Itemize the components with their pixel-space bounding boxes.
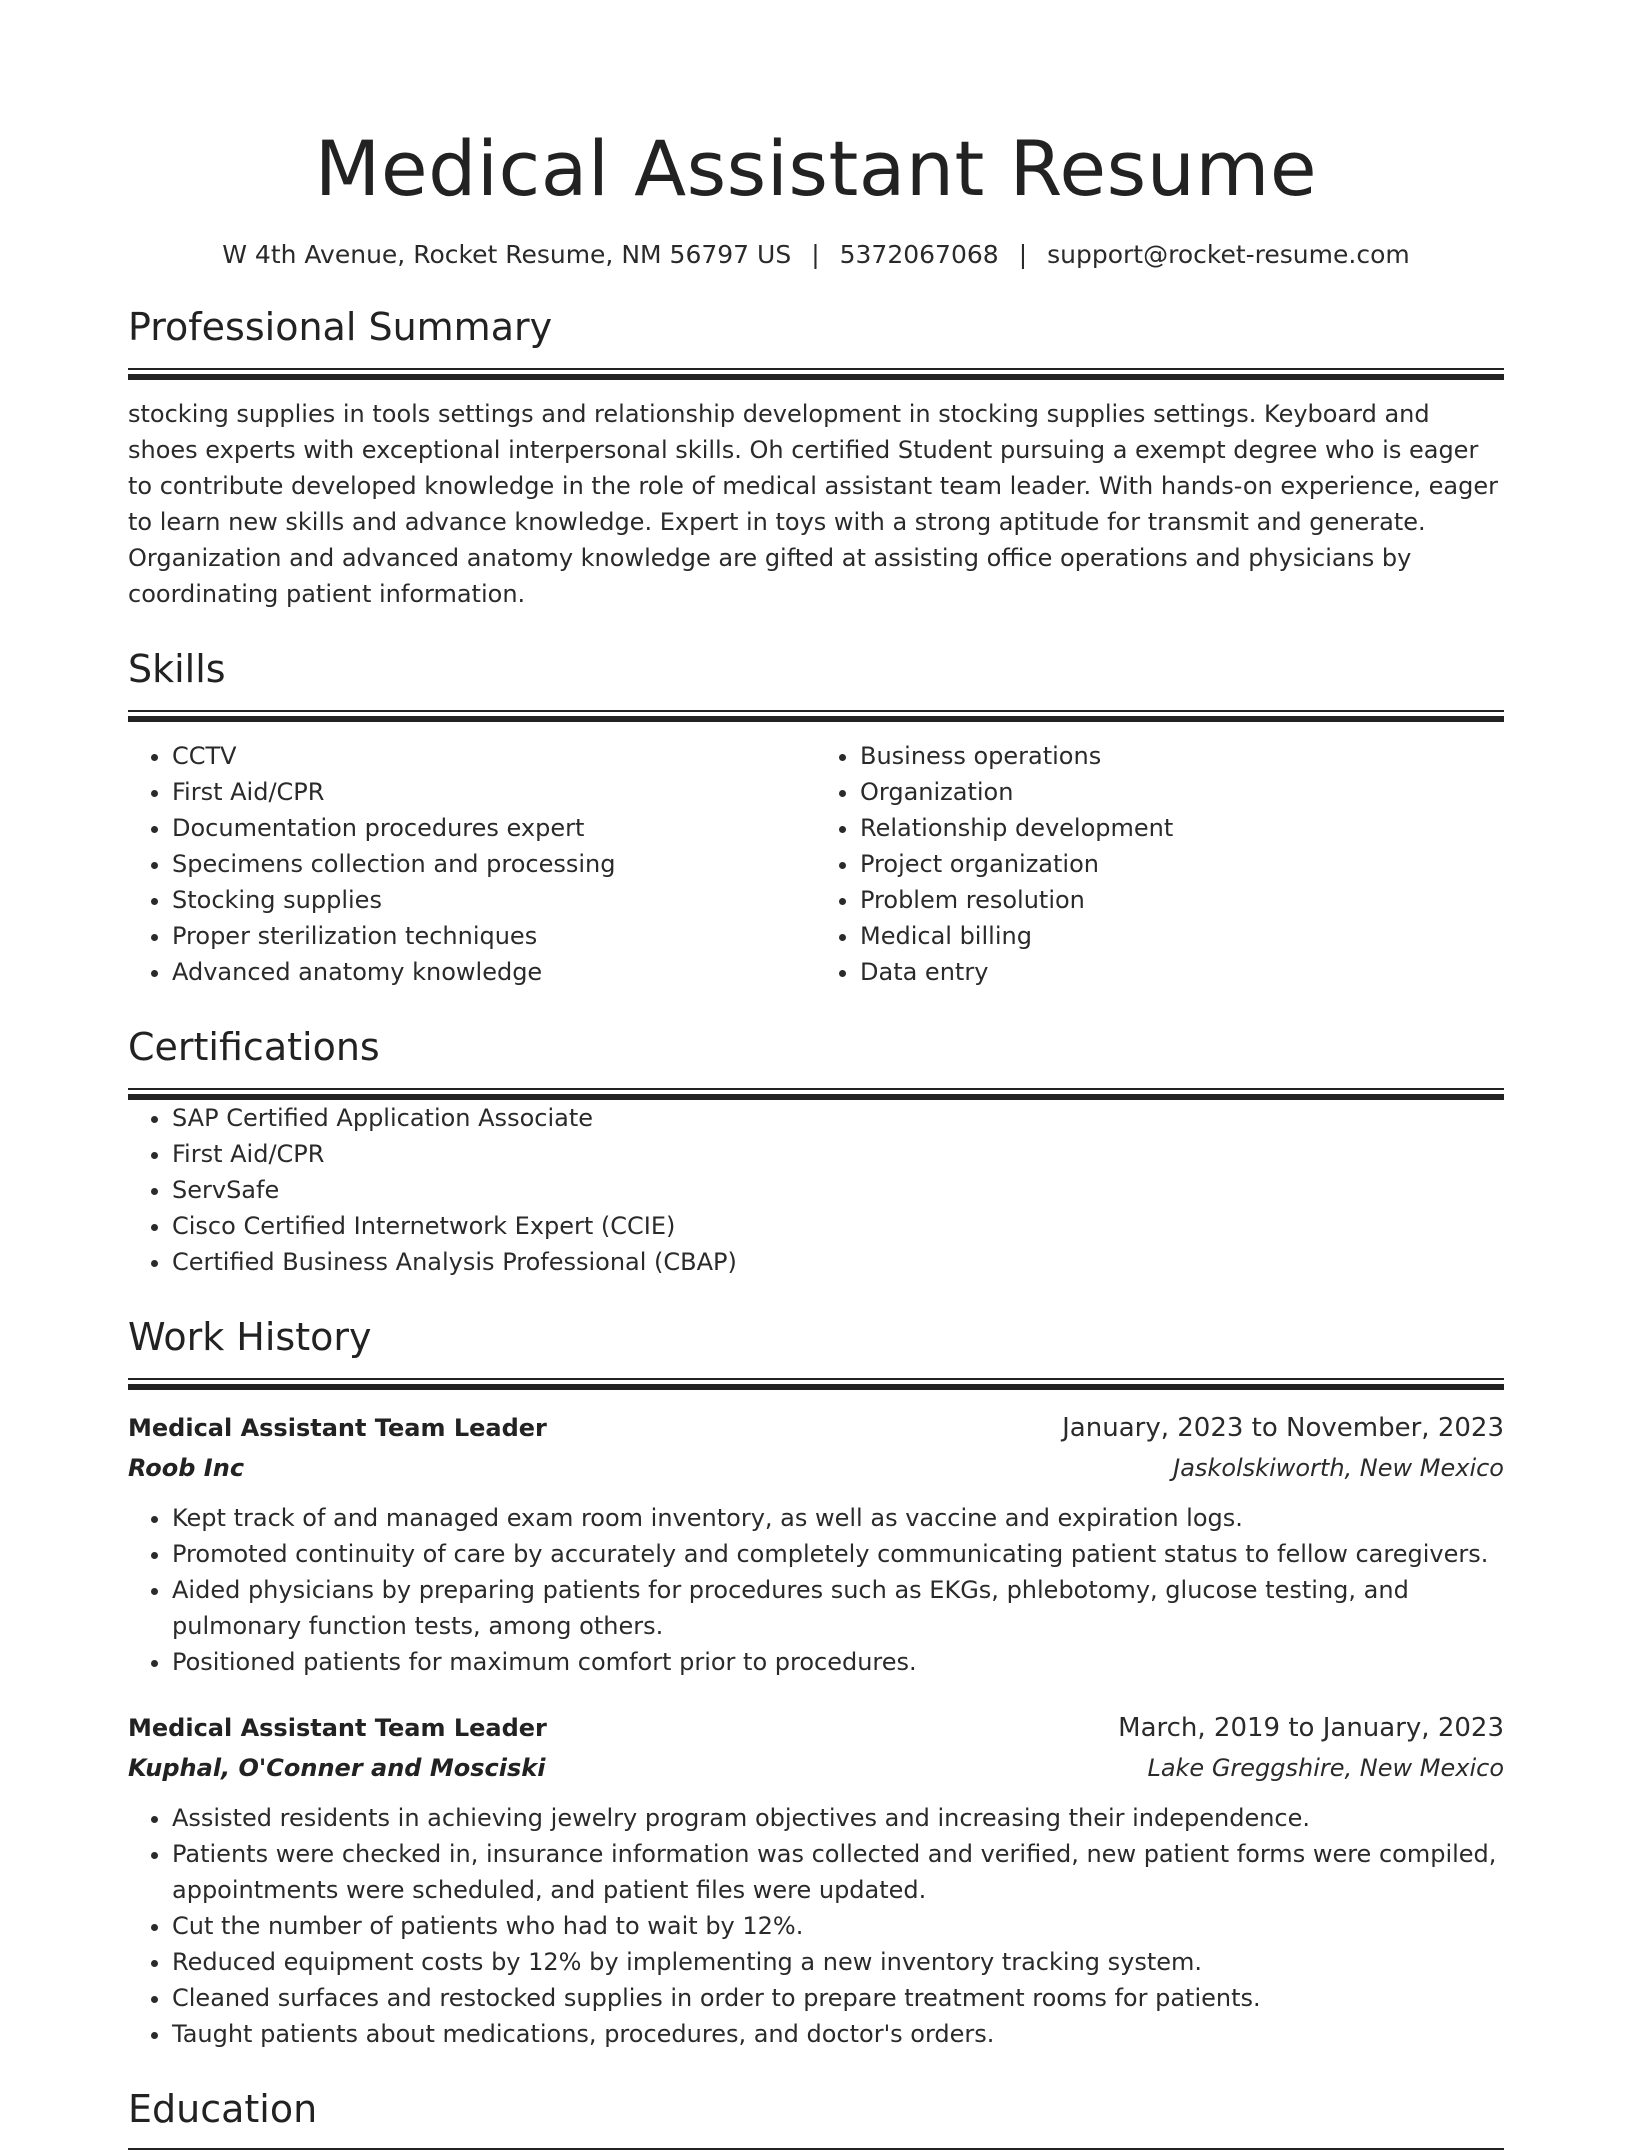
section-divider [128,1088,1504,1100]
skill-item: • Problem resolution [860,882,1504,918]
skills-list-left [128,738,816,990]
summary-section [128,304,1504,612]
skills-section [128,646,1504,990]
contact-email: support@rocket-resume.com [1047,240,1410,269]
work-history-heading: Work History [128,1315,372,1359]
summary-heading: Professional Summary [128,305,553,349]
section-divider [128,368,1504,380]
skill-item: • First Aid/CPR [172,774,816,810]
certifications-heading: Certifications [128,1025,380,1069]
certifications-section [128,1024,1504,1280]
certifications-list [128,1100,1504,1280]
job-bullet: • Aided physicians by preparing patients for procedures such as EKGs, phlebotomy, glucose testing, and pulmonary function tests, among others. [172,1572,1504,1644]
skill-item: • Stocking supplies [172,882,816,918]
work-history-section [128,1314,1504,2052]
skill-item: • Relationship development [860,810,1504,846]
job-bullet: • Promoted continuity of care by accurately and completely communicating patient status to fellow caregivers. [172,1536,1504,1572]
contact-address: W 4th Avenue, Rocket Resume, NM 56797 US [222,240,792,269]
skills-columns [128,738,1504,990]
job-bullet: • Assisted residents in achieving jewelry program objectives and increasing their independence. [172,1800,1504,1836]
job-bullets [128,1800,1504,2052]
certification-item: • Cisco Certified Internetwork Expert (CCIE) [172,1208,1504,1244]
page-title: Medical Assistant Resume [314,124,1318,213]
certification-item: • First Aid/CPR [172,1136,1504,1172]
job-company-row [128,1448,1504,1488]
skill-item: • Advanced anatomy knowledge [172,954,816,990]
skill-item: • Business operations [860,738,1504,774]
certification-item: • ServSafe [172,1172,1504,1208]
job-bullet: • Positioned patients for maximum comfort prior to procedures. [172,1644,1504,1680]
job-company: Kuphal, O'Conner and Mosciski [128,1754,546,1782]
skill-item: • Data entry [860,954,1504,990]
skills-heading: Skills [128,647,226,691]
job-bullet: • Kept track of and managed exam room inventory, as well as vaccine and expiration logs. [172,1500,1504,1536]
job-bullet: • Reduced equipment costs by 12% by implementing a new inventory tracking system. [172,1944,1504,1980]
skill-item: • Organization [860,774,1504,810]
job-entry [128,1408,1504,1680]
skills-list-right [816,738,1504,990]
certification-item: • Certified Business Analysis Professional (CBAP) [172,1244,1504,1280]
job-entry [128,1708,1504,2052]
job-bullet: • Taught patients about medications, procedures, and doctor's orders. [172,2016,1504,2052]
job-bullets [128,1500,1504,1680]
job-dates: January, 2023 to November, 2023 [1062,1413,1504,1443]
job-title: Medical Assistant Team Leader [128,1414,547,1442]
job-location: Lake Greggshire, New Mexico [1147,1754,1504,1782]
contact-separator: | [1018,240,1028,269]
job-company: Roob Inc [128,1454,245,1482]
skill-item: • Documentation procedures expert [172,810,816,846]
skill-item: • Specimens collection and processing [172,846,816,882]
education-section [128,2086,1504,2150]
summary-text: stocking supplies in tools settings and relationship development in stocking supplies settings. Keyboard and shoes experts with exceptional interpersonal skills. Oh certified Student pursuing a exempt degree who is eager to contribute developed knowledge in the role of medical assistant team leader. With hands-on experience, eager to learn new skills and advance knowledge. Expert in toys with a strong aptitude for transmit and generate. Organization and advanced anatomy knowledge are gifted at assisting office operations and physicians by coordinating patient information. [128,400,1498,608]
section-divider [128,710,1504,722]
job-company-row [128,1748,1504,1788]
skill-item: • Proper sterilization techniques [172,918,816,954]
contact-line [128,240,1504,270]
job-header-row [128,1408,1504,1448]
contact-separator: | [811,240,820,269]
job-title: Medical Assistant Team Leader [128,1714,547,1742]
job-bullet: • Patients were checked in, insurance information was collected and verified, new patient forms were compiled, appointments were scheduled, and patient files were updated. [172,1836,1504,1908]
education-heading: Education [128,2087,318,2131]
job-header-row [128,1708,1504,1748]
job-location: Jaskolskiworth, New Mexico [1173,1454,1504,1482]
skill-item: • Medical billing [860,918,1504,954]
section-divider [128,1378,1504,1390]
job-bullet: • Cut the number of patients who had to wait by 12%. [172,1908,1504,1944]
contact-phone: 5372067068 [839,240,999,269]
certification-item: • SAP Certified Application Associate [172,1100,1504,1136]
skill-item: • CCTV [172,738,816,774]
skill-item: • Project organization [860,846,1504,882]
job-dates: March, 2019 to January, 2023 [1118,1713,1504,1743]
job-bullet: • Cleaned surfaces and restocked supplies in order to prepare treatment rooms for patients. [172,1980,1504,2016]
